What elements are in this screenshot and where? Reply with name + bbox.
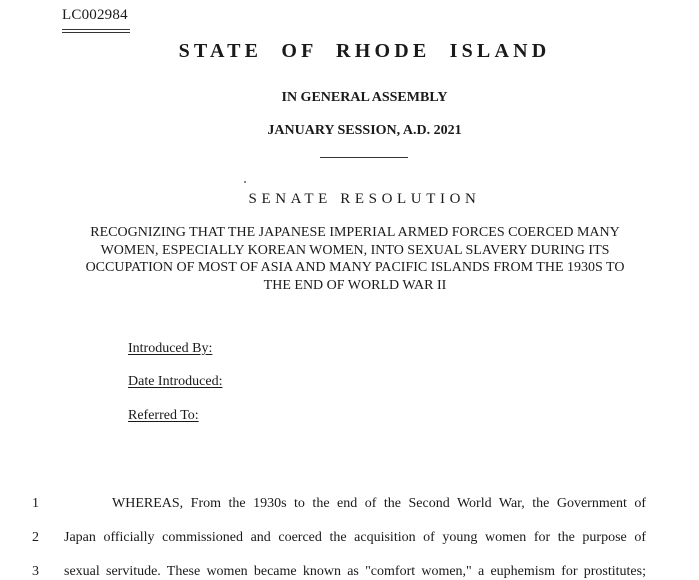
- body-text-line: sexual servitude. These women became known as "comfort women," a euphemism for prostitutes;: [64, 564, 646, 579]
- resolution-title-line: THE END OF WORLD WAR II: [263, 277, 447, 293]
- date-introduced-label: Date Introduced:: [128, 374, 223, 389]
- line-number: 1: [32, 496, 39, 511]
- line-number: 2: [32, 530, 39, 545]
- state-title: STATE OF RHODE ISLAND: [178, 40, 551, 62]
- resolution-type: SENATE RESOLUTION: [248, 191, 481, 207]
- resolution-title-line: OCCUPATION OF MOST OF ASIA AND MANY PACIFIC ISLANDS FROM THE 1930S TO: [85, 260, 625, 275]
- resolution-title: [55, 224, 655, 294]
- session-rule: [320, 157, 408, 158]
- introduced-by-label: Introduced By:: [128, 341, 213, 356]
- assembly-heading: IN GENERAL ASSEMBLY: [281, 90, 448, 105]
- referred-to-label: Referred To:: [128, 408, 199, 423]
- session-heading: JANUARY SESSION, A.D. 2021: [267, 123, 462, 138]
- document-id: LC002984: [62, 7, 128, 23]
- doc-id-rule-top: [62, 29, 130, 30]
- body-text-line: Japan officially commissioned and coerced the acquisition of young women for the purpose of: [64, 530, 646, 545]
- body-text-line: WHEREAS, From the 1930s to the end of the Second World War, the Government of: [112, 496, 646, 511]
- line-number: 3: [32, 564, 39, 579]
- resolution-title-line: RECOGNIZING THAT THE JAPANESE IMPERIAL ARMED FORCES COERCED MANY: [90, 225, 620, 240]
- scan-speck: [244, 181, 246, 183]
- resolution-title-line: WOMEN, ESPECIALLY KOREAN WOMEN, INTO SEXUAL SLAVERY DURING ITS: [100, 242, 610, 258]
- doc-id-rule-bottom: [62, 32, 130, 33]
